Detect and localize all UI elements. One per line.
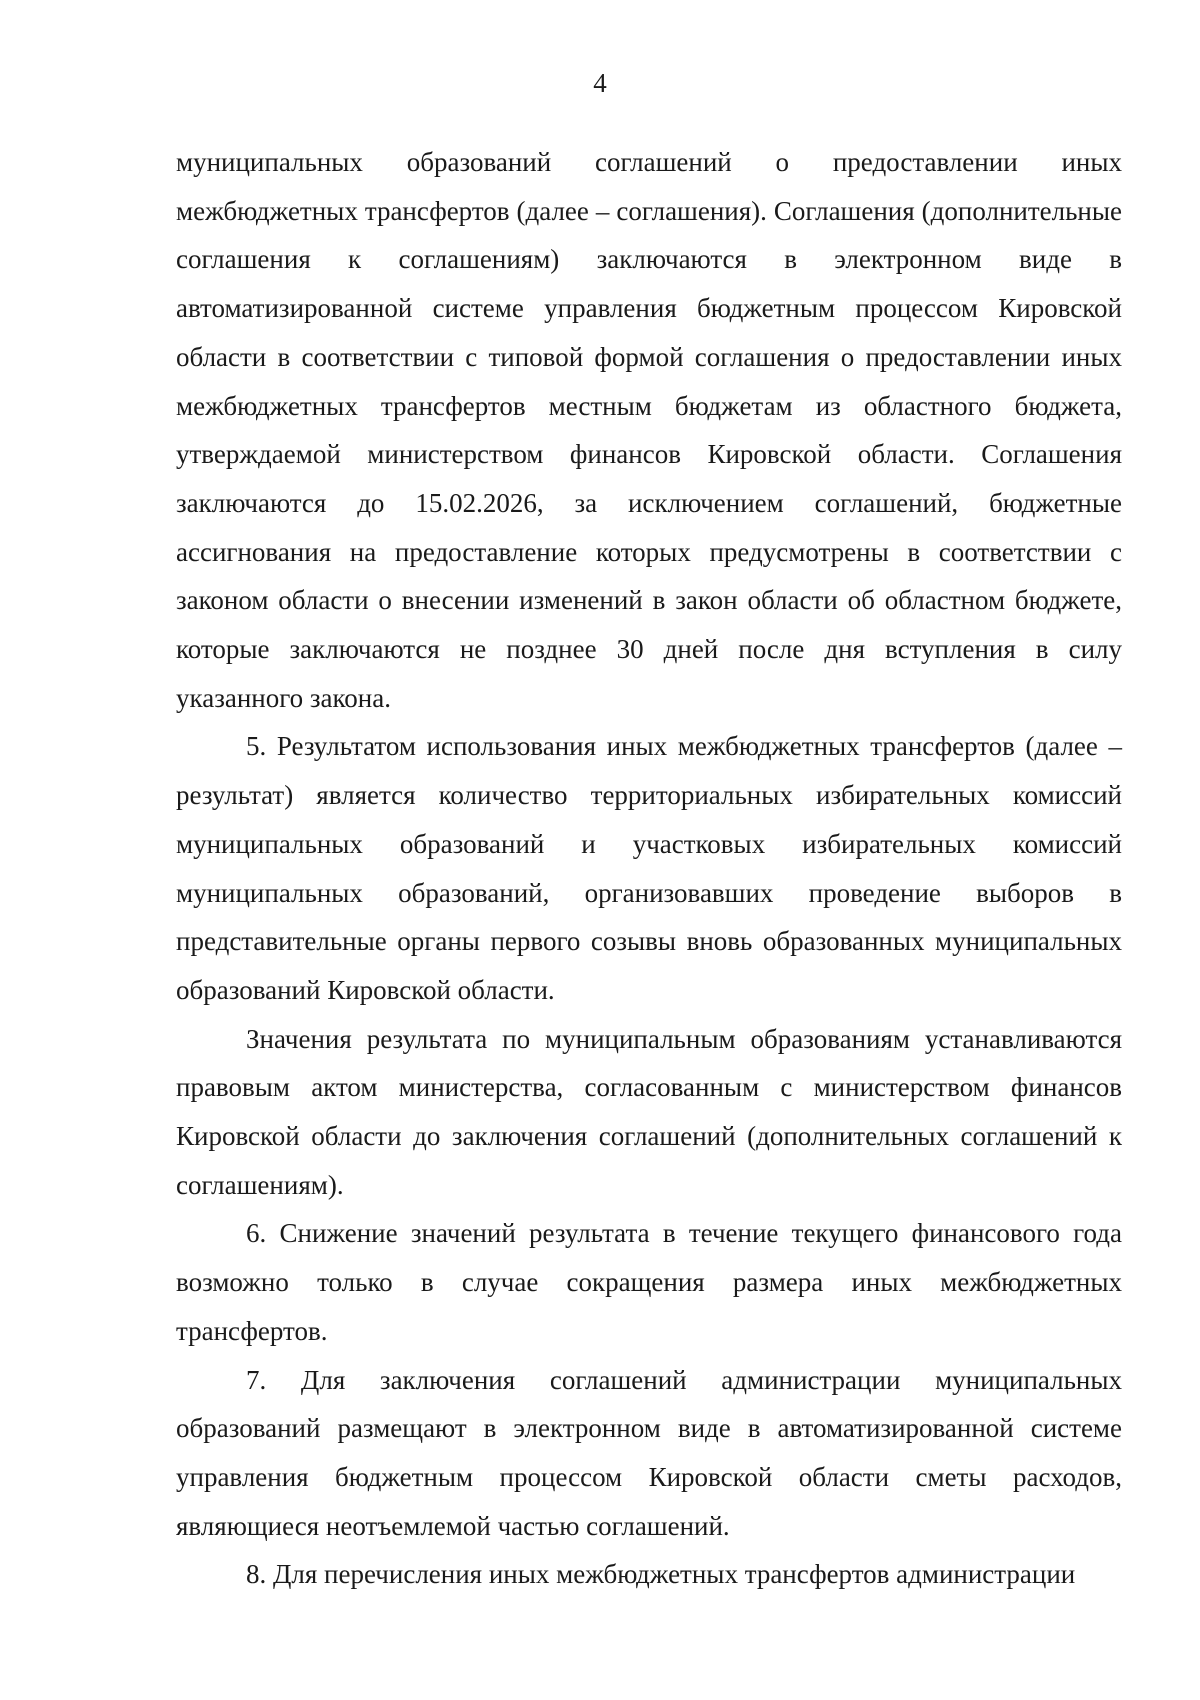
paragraph-result-values: Значения результата по муниципальным образованиям устанавливаются правовым актом министерства, согласованным с министерством финансов Кировской области до заключения соглашений (дополнительных соглашений к соглашениям). [176,1023,1122,1200]
paragraph-item-7-estimates: 7. Для заключения соглашений администрации муниципальных образований размещают в электронном виде в автоматизированной системе управления бюджетным процессом Кировской области сметы расходов, являющиеся неотъемлемой частью соглашений. [176,1364,1122,1541]
page-number: 4 [593,68,607,98]
paragraph-item-5-result: 5. Результатом использования иных межбюджетных трансфертов (далее – результат) является количество территориальных избирательных комиссий муниципальных образований и участковых избирательных комиссий муниципальных образований, организовавших проведение выборов в представительные органы первого созывы вновь образованных муниципальных образований Кировской области. [176,731,1122,1005]
document-body [176,138,1122,1599]
paragraph-item-6-reduction: 6. Снижение значений результата в течение текущего финансового года возможно только в случае сокращения размера иных межбюджетных трансфертов. [176,1218,1122,1346]
paragraph-item-8-transfer: 8. Для перечисления иных межбюджетных трансфертов администрации [246,1559,1076,1590]
paragraph-agreements-continuation: муниципальных образований соглашений о предоставлении иных межбюджетных трансфертов (далее – соглашения). Соглашения (дополнительные соглашения к соглашениям) заключаются в электронном виде в автоматизированной системе управления бюджетным процессом Кировской области в соответствии с типовой формой соглашения о предоставлении иных межбюджетных трансфертов местным бюджетам из областного бюджета, утверждаемой министерством финансов Кировской области. Соглашения заключаются до 15.02.2026, за исключением соглашений, бюджетные ассигнования на предоставление которых предусмотрены в соответствии с законом области о внесении изменений в закон области об областном бюджете, которые заключаются не позднее 30 дней после дня вступления в силу указанного закона. [176,147,1122,713]
